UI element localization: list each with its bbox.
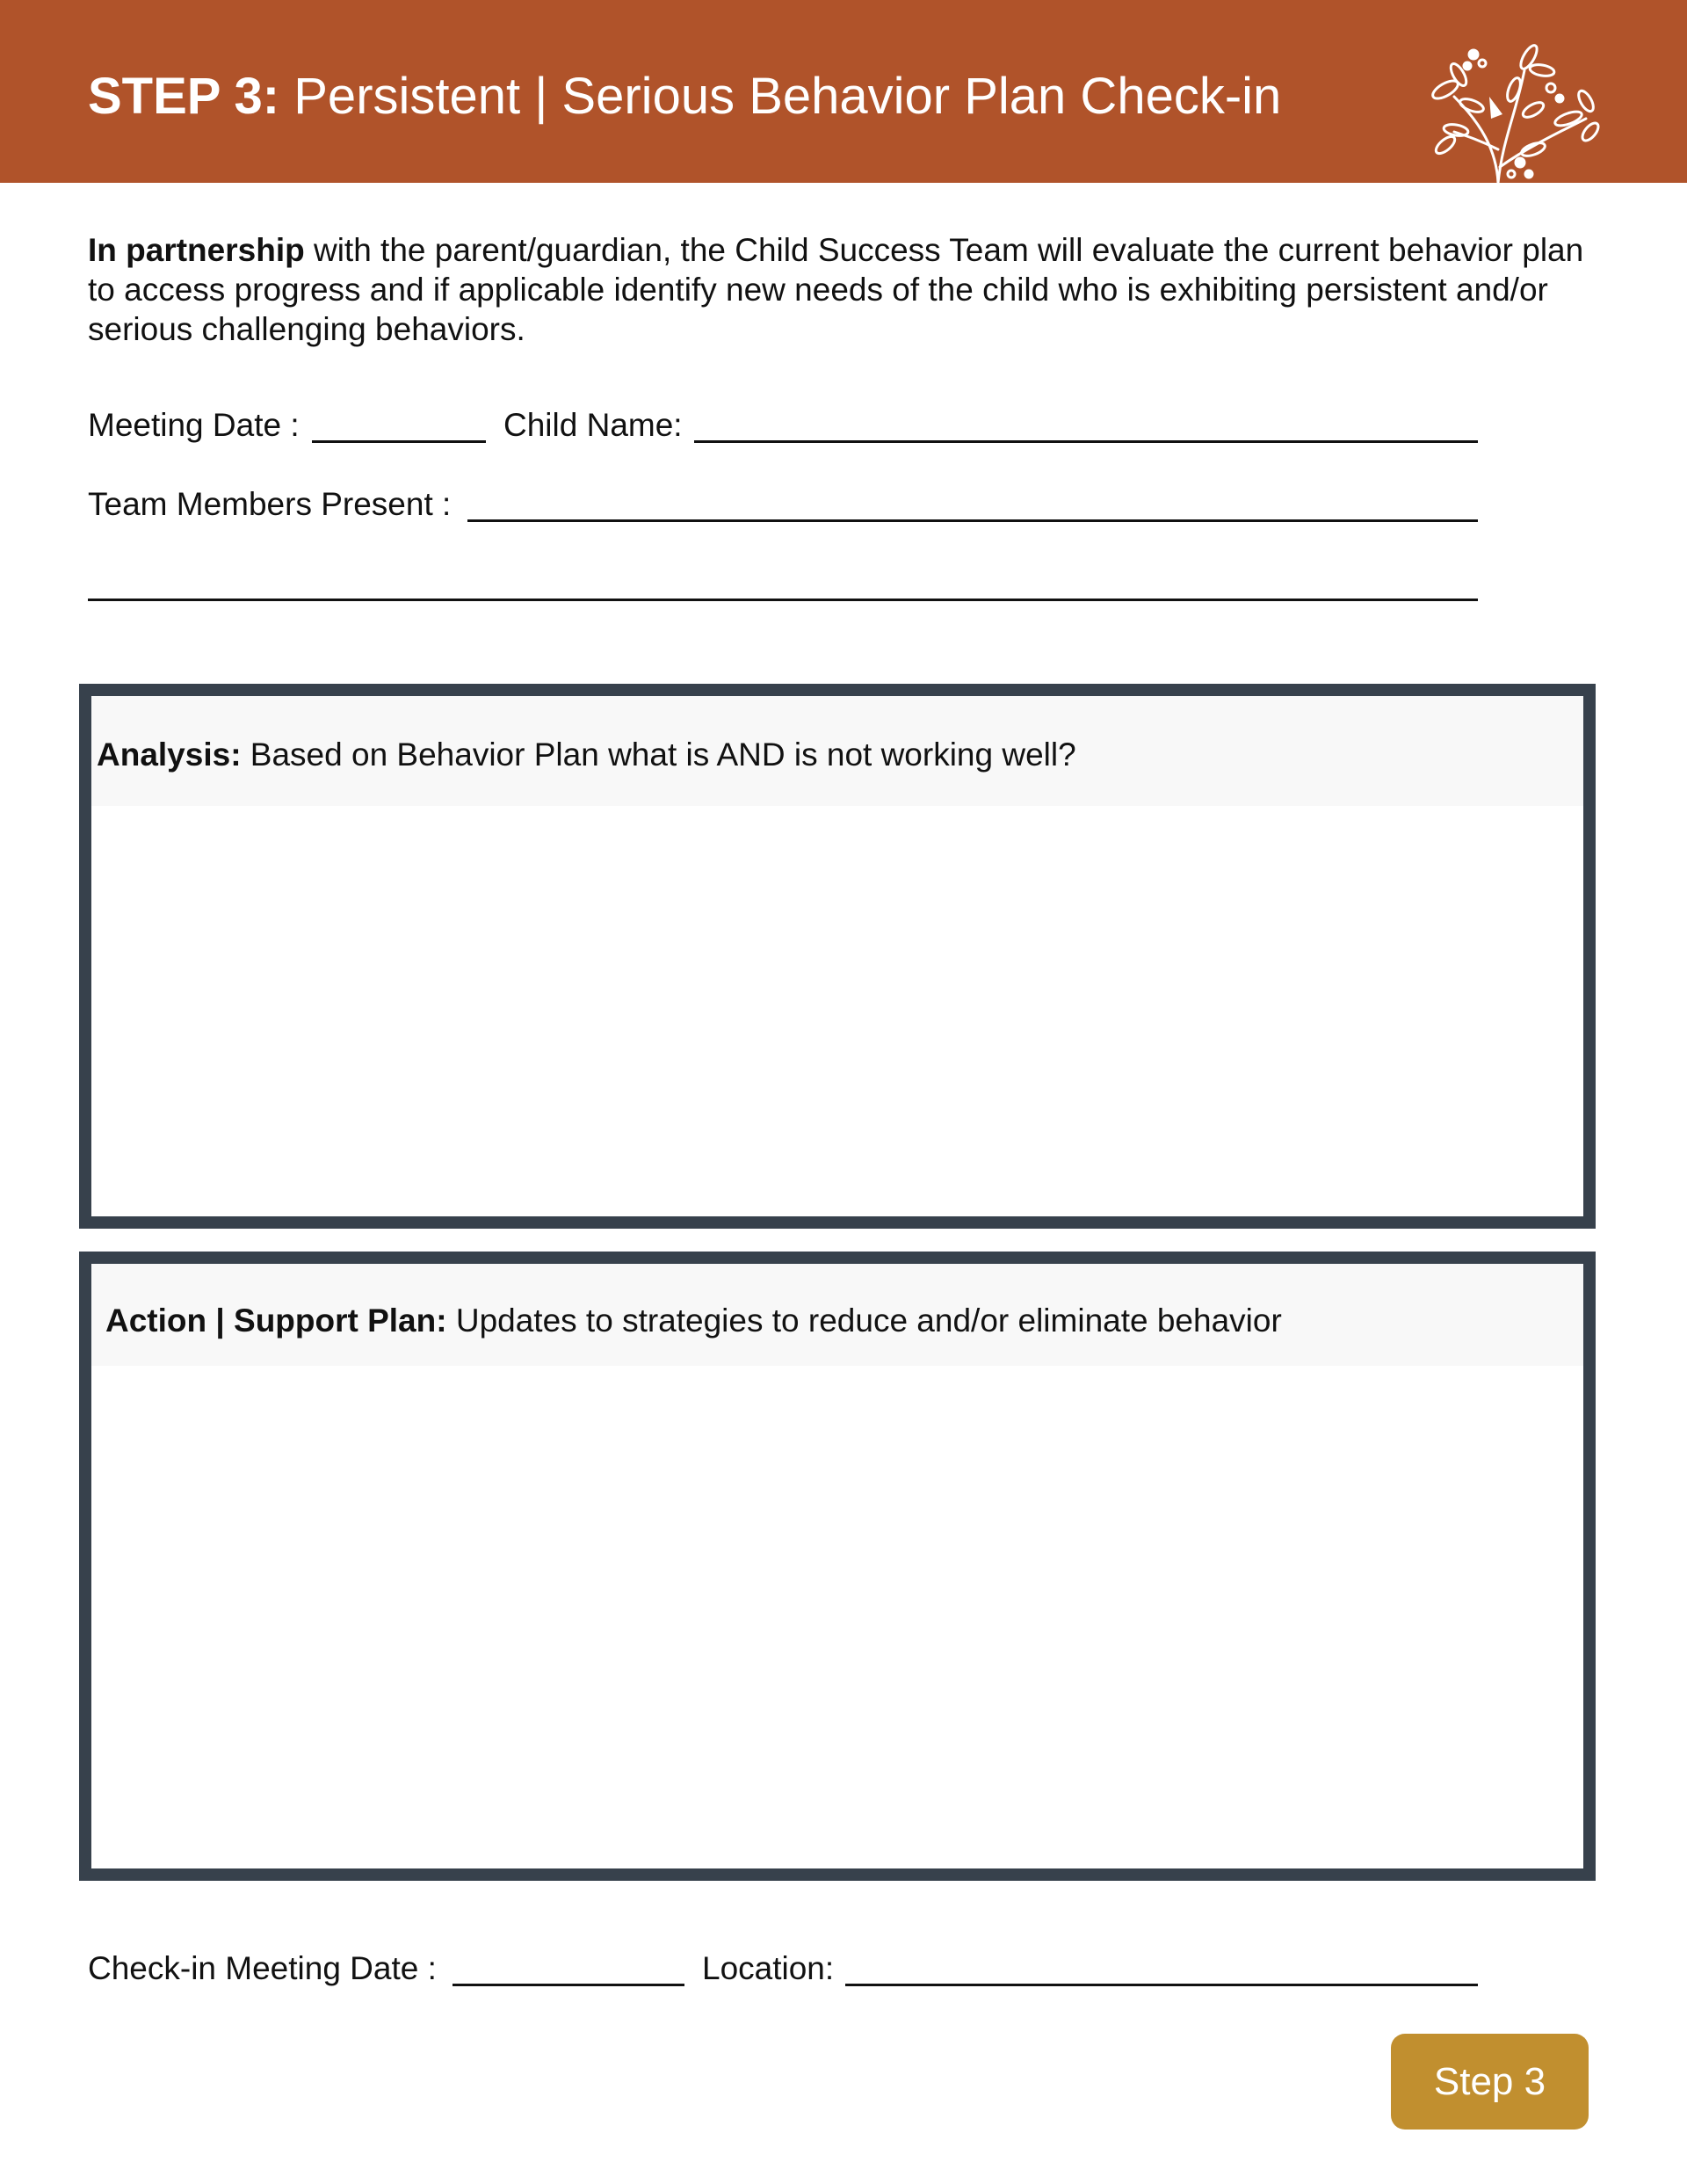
location-label: Location:	[702, 1950, 835, 1986]
location-field[interactable]	[845, 1984, 1478, 1986]
page-title	[88, 63, 1281, 130]
intro-bold: In partnership	[88, 232, 305, 268]
analysis-label-bold: Analysis:	[97, 736, 242, 773]
action-label-bold: Action | Support Plan:	[105, 1302, 447, 1339]
header-banner	[0, 0, 1687, 183]
team-members-label: Team Members Present :	[88, 486, 452, 522]
action-support-box[interactable]	[79, 1252, 1596, 1881]
checkin-date-field[interactable]	[453, 1984, 684, 1986]
child-name-field[interactable]	[694, 440, 1478, 443]
team-members-field[interactable]	[467, 519, 1478, 522]
intro-paragraph	[88, 230, 1599, 349]
page-title-text: Persistent | Serious Behavior Plan Check-in	[293, 68, 1282, 125]
checkin-date-label: Check-in Meeting Date :	[88, 1950, 437, 1986]
step-badge: Step 3	[1391, 2034, 1589, 2130]
analysis-box[interactable]	[79, 684, 1596, 1229]
floral-branch-icon	[1419, 35, 1604, 185]
meeting-date-field[interactable]	[312, 440, 486, 443]
team-members-field-line-2[interactable]	[88, 599, 1478, 601]
analysis-label-text: Based on Behavior Plan what is AND is not working well?	[250, 736, 1076, 773]
page-title-step: STEP 3:	[88, 68, 280, 125]
analysis-header	[91, 696, 1583, 806]
action-header	[91, 1264, 1583, 1366]
action-label-text: Updates to strategies to reduce and/or eliminate behavior	[455, 1302, 1282, 1339]
child-name-label: Child Name:	[503, 407, 683, 443]
intro-text: with the parent/guardian, the Child Success Team will evaluate the current behavior plan to access progress and if applicable identify new needs of the child who is exhibiting persistent and/or serious challenging behaviors.	[88, 232, 1584, 347]
meeting-date-label: Meeting Date :	[88, 407, 300, 443]
